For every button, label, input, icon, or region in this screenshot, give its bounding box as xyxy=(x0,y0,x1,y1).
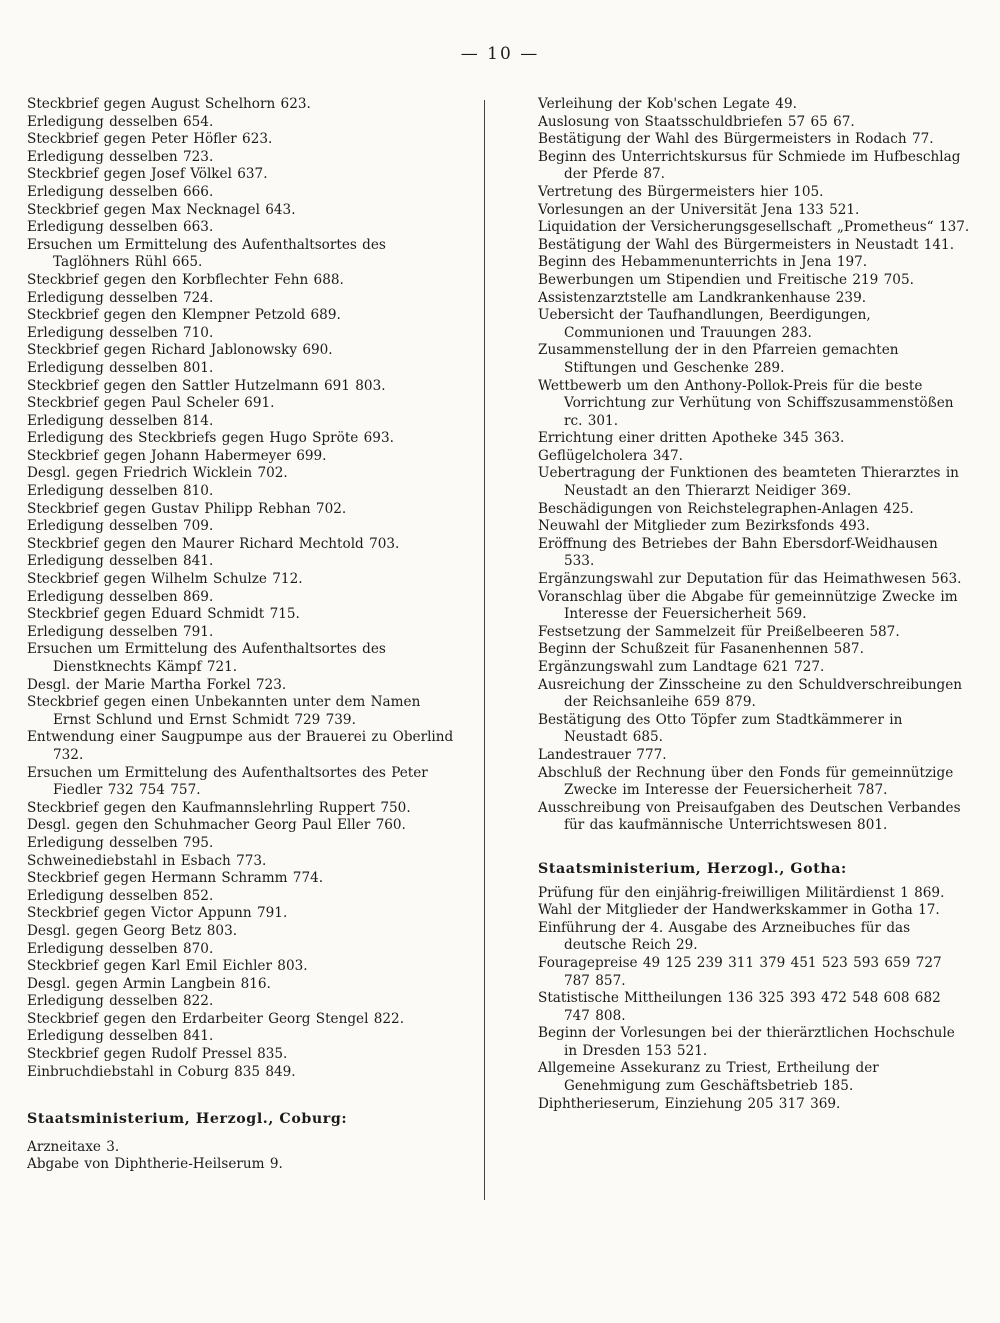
index-entry: Steckbrief gegen einen Unbekannten unter dem Namen Ernst Schlund und Ernst Schmidt 729 739. xyxy=(27,694,421,728)
index-entry: Erledigung desselben 795. xyxy=(27,834,214,851)
index-entry: Erledigung desselben 791. xyxy=(27,623,214,640)
index-entry: Uebertragung der Funktionen des beamteten Thierarztes in Neustadt an den Thierarzt Neidiger 369. xyxy=(538,465,959,500)
index-entry: Bewerbungen um Stipendien und Freitische 219 705. xyxy=(538,271,914,288)
index-entry: Beginn der Schußzeit für Fasanenhennen 587. xyxy=(538,641,864,658)
index-entry: Geflügelcholera 347. xyxy=(538,447,683,464)
index-entry: Ersuchen um Ermittelung des Aufenthaltsortes des Dienstknechts Kämpf 721. xyxy=(27,641,386,675)
index-entry: Steckbrief gegen den Korbflechter Fehn 688. xyxy=(27,271,344,288)
index-entry: Bestätigung der Wahl des Bürgermeisters in Neustadt 141. xyxy=(538,236,955,253)
index-entry: Bestätigung des Otto Töpfer zum Stadtkämmerer in Neustadt 685. xyxy=(538,711,903,746)
index-entry: Desgl. gegen Georg Betz 803. xyxy=(27,922,238,939)
index-entry: Steckbrief gegen Karl Emil Eichler 803. xyxy=(27,958,308,975)
index-entry: Diphtherieserum, Einziehung 205 317 369. xyxy=(538,1095,841,1112)
index-entry: Erledigung desselben 710. xyxy=(27,324,214,341)
index-entry: Erledigung desselben 709. xyxy=(27,518,214,535)
index-entry: Steckbrief gegen den Kaufmannslehrling Ruppert 750. xyxy=(27,799,411,816)
index-entry: Einführung der 4. Ausgabe des Arzneibuches für das deutsche Reich 29. xyxy=(538,919,911,954)
left-column xyxy=(27,96,459,1174)
index-entry: Erledigung desselben 663. xyxy=(27,219,214,236)
index-entry: Bestätigung der Wahl des Bürgermeisters in Rodach 77. xyxy=(538,131,934,148)
index-entry: Ergänzungswahl zur Deputation für das Heimathwesen 563. xyxy=(538,571,962,588)
section-heading-gotha: Staatsministerium, Herzogl., Gotha: xyxy=(538,860,847,877)
index-entry: Festsetzung der Sammelzeit für Preißelbeeren 587. xyxy=(538,623,900,640)
index-entry: Zusammenstellung der in den Pfarreien gemachten Stiftungen und Geschenke 289. xyxy=(538,342,899,376)
index-entry: Steckbrief gegen Max Necknagel 643. xyxy=(27,201,296,218)
index-entry: Ergänzungswahl zum Landtage 621 727. xyxy=(538,659,825,675)
index-entry: Verleihung der Kob'schen Legate 49. xyxy=(538,96,797,112)
index-entry: Fouragepreise 49 125 239 311 379 451 523 593 659 727 787 857. xyxy=(538,954,942,989)
index-entry: Neuwahl der Mitglieder zum Bezirksfonds 493. xyxy=(538,518,870,535)
index-entry: Erledigung desselben 724. xyxy=(27,289,214,306)
index-entry: Steckbrief gegen Josef Völkel 637. xyxy=(27,166,268,183)
index-entry: Errichtung einer dritten Apotheke 345 363. xyxy=(538,430,845,447)
index-entry: Steckbrief gegen Victor Appunn 791. xyxy=(27,905,288,922)
index-entry: Erledigung desselben 654. xyxy=(27,113,214,130)
index-entry: Erledigung desselben 822. xyxy=(27,993,214,1010)
index-entry: Erledigung desselben 666. xyxy=(27,183,214,200)
index-entry: Vertretung des Bürgermeisters hier 105. xyxy=(538,183,824,200)
index-entry: Prüfung für den einjährig-freiwilligen Militärdienst 1 869. xyxy=(538,884,945,901)
index-entry: Desgl. der Marie Martha Forkel 723. xyxy=(27,676,287,693)
index-entry: Eröffnung des Betriebes der Bahn Ebersdorf-Weidhausen 533. xyxy=(538,535,938,570)
index-entry: Steckbrief gegen Hermann Schramm 774. xyxy=(27,870,324,887)
index-entry: Steckbrief gegen Peter Höfler 623. xyxy=(27,131,273,148)
index-entry: Erledigung desselben 801. xyxy=(27,359,214,376)
gotha-entry-list xyxy=(538,885,970,1114)
index-entry: Voranschlag über die Abgabe für gemeinnützige Zwecke im Interesse der Feuersicherheit 569. xyxy=(538,588,958,623)
index-entry: Erledigung desselben 810. xyxy=(27,483,214,500)
index-entry: Steckbrief gegen den Klempner Petzold 689. xyxy=(27,307,341,324)
index-entry: Abgabe von Diphtherie-Heilserum 9. xyxy=(27,1156,283,1173)
index-entry: Erledigung desselben 870. xyxy=(27,940,214,957)
index-entry: Steckbrief gegen Eduard Schmidt 715. xyxy=(27,606,300,623)
index-entry: Auslosung von Staatsschuldbriefen 57 65 67. xyxy=(538,113,855,130)
index-entry: Beginn des Unterrichtskursus für Schmiede im Hufbeschlag der Pferde 87. xyxy=(538,148,961,183)
index-entry: Beschädigungen von Reichstelegraphen-Anlagen 425. xyxy=(538,500,914,517)
index-entry: Steckbrief gegen Rudolf Pressel 835. xyxy=(27,1046,288,1063)
index-entry: Steckbrief gegen Johann Habermeyer 699. xyxy=(27,447,327,464)
index-entry: Beginn der Vorlesungen bei der thierärztlichen Hochschule in Dresden 153 521. xyxy=(538,1025,955,1059)
index-entry: Landestrauer 777. xyxy=(538,746,667,763)
index-entry: Ausschreibung von Preisaufgaben des Deutschen Verbandes für das kaufmännische Unterrichtswesen 801. xyxy=(538,799,961,834)
index-entry: Vorlesungen an der Universität Jena 133 521. xyxy=(538,201,860,218)
index-entry: Erledigung desselben 869. xyxy=(27,588,214,605)
index-entry: Erledigung desselben 841. xyxy=(27,1028,214,1045)
index-entry: Assistenzarztstelle am Landkrankenhause 239. xyxy=(538,289,867,306)
column-divider xyxy=(484,100,485,1200)
index-entry: Schweinediebstahl in Esbach 773. xyxy=(27,852,267,869)
index-entry: Ausreichung der Zinsscheine zu den Schuldverschreibungen der Reichsanleihe 659 879. xyxy=(538,676,963,711)
index-entry: Arzneitaxe 3. xyxy=(27,1138,120,1155)
right-entry-list xyxy=(538,96,970,835)
section-heading-coburg: Staatsministerium, Herzogl., Coburg: xyxy=(27,1111,348,1128)
index-entry: Steckbrief gegen den Sattler Hutzelmann 691 803. xyxy=(27,377,386,394)
index-entry: Erledigung desselben 852. xyxy=(27,887,214,904)
index-entry: Steckbrief gegen Richard Jablonowsky 690. xyxy=(27,342,333,359)
index-entry: Erledigung desselben 723. xyxy=(27,148,214,165)
index-entry: Wettbewerb um den Anthony-Pollok-Preis für die beste Vorrichtung zur Verhütung von Schiffszusammenstößen rc. 301. xyxy=(538,377,954,429)
index-entry: Steckbrief gegen August Schelhorn 623. xyxy=(27,96,311,112)
index-entry: Erledigung desselben 841. xyxy=(27,553,214,570)
index-entry: Erledigung desselben 814. xyxy=(27,412,214,429)
index-entry: Abschluß der Rechnung über den Fonds für gemeinnützige Zwecke im Interesse der Feuersicherheit 787. xyxy=(538,764,954,799)
index-entry: Steckbrief gegen den Erdarbeiter Georg Stengel 822. xyxy=(27,1010,405,1027)
index-entry: Uebersicht der Taufhandlungen, Beerdigungen, Communionen und Trauungen 283. xyxy=(538,307,871,341)
index-entry: Einbruchdiebstahl in Coburg 835 849. xyxy=(27,1063,296,1080)
index-entry: Steckbrief gegen den Maurer Richard Mechtold 703. xyxy=(27,535,400,552)
index-entry: Ersuchen um Ermittelung des Aufenthaltsortes des Taglöhners Rühl 665. xyxy=(27,236,386,271)
index-entry: Steckbrief gegen Paul Scheler 691. xyxy=(27,395,275,412)
index-entry: Desgl. gegen Friedrich Wicklein 702. xyxy=(27,465,288,482)
left-entry-list xyxy=(27,96,459,1081)
index-entry: Erledigung des Steckbriefs gegen Hugo Spröte 693. xyxy=(27,430,394,447)
index-entry: Beginn des Hebammenunterrichts in Jena 197. xyxy=(538,254,868,271)
index-entry: Entwendung einer Saugpumpe aus der Brauerei zu Oberlind 732. xyxy=(27,729,454,763)
index-entry: Liquidation der Versicherungsgesellschaft „Prometheus“ 137. xyxy=(538,219,970,236)
index-entry: Ersuchen um Ermittelung des Aufenthaltsortes des Peter Fiedler 732 754 757. xyxy=(27,764,428,799)
index-entry: Desgl. gegen den Schuhmacher Georg Paul Eller 760. xyxy=(27,817,406,834)
index-entry: Steckbrief gegen Gustav Philipp Rebhan 702. xyxy=(27,500,347,517)
index-entry: Steckbrief gegen Wilhelm Schulze 712. xyxy=(27,571,303,588)
page-number: — 10 — xyxy=(460,44,540,64)
coburg-entry-list xyxy=(27,1139,459,1174)
index-entry: Desgl. gegen Armin Langbein 816. xyxy=(27,975,271,992)
index-entry: Allgemeine Assekuranz zu Triest, Ertheilung der Genehmigung zum Geschäftsbetrieb 185. xyxy=(538,1060,879,1095)
index-entry: Statistische Mittheilungen 136 325 393 472 548 608 682 747 808. xyxy=(538,990,941,1024)
right-column xyxy=(538,96,970,1113)
index-entry: Wahl der Mitglieder der Handwerkskammer in Gotha 17. xyxy=(538,902,940,919)
